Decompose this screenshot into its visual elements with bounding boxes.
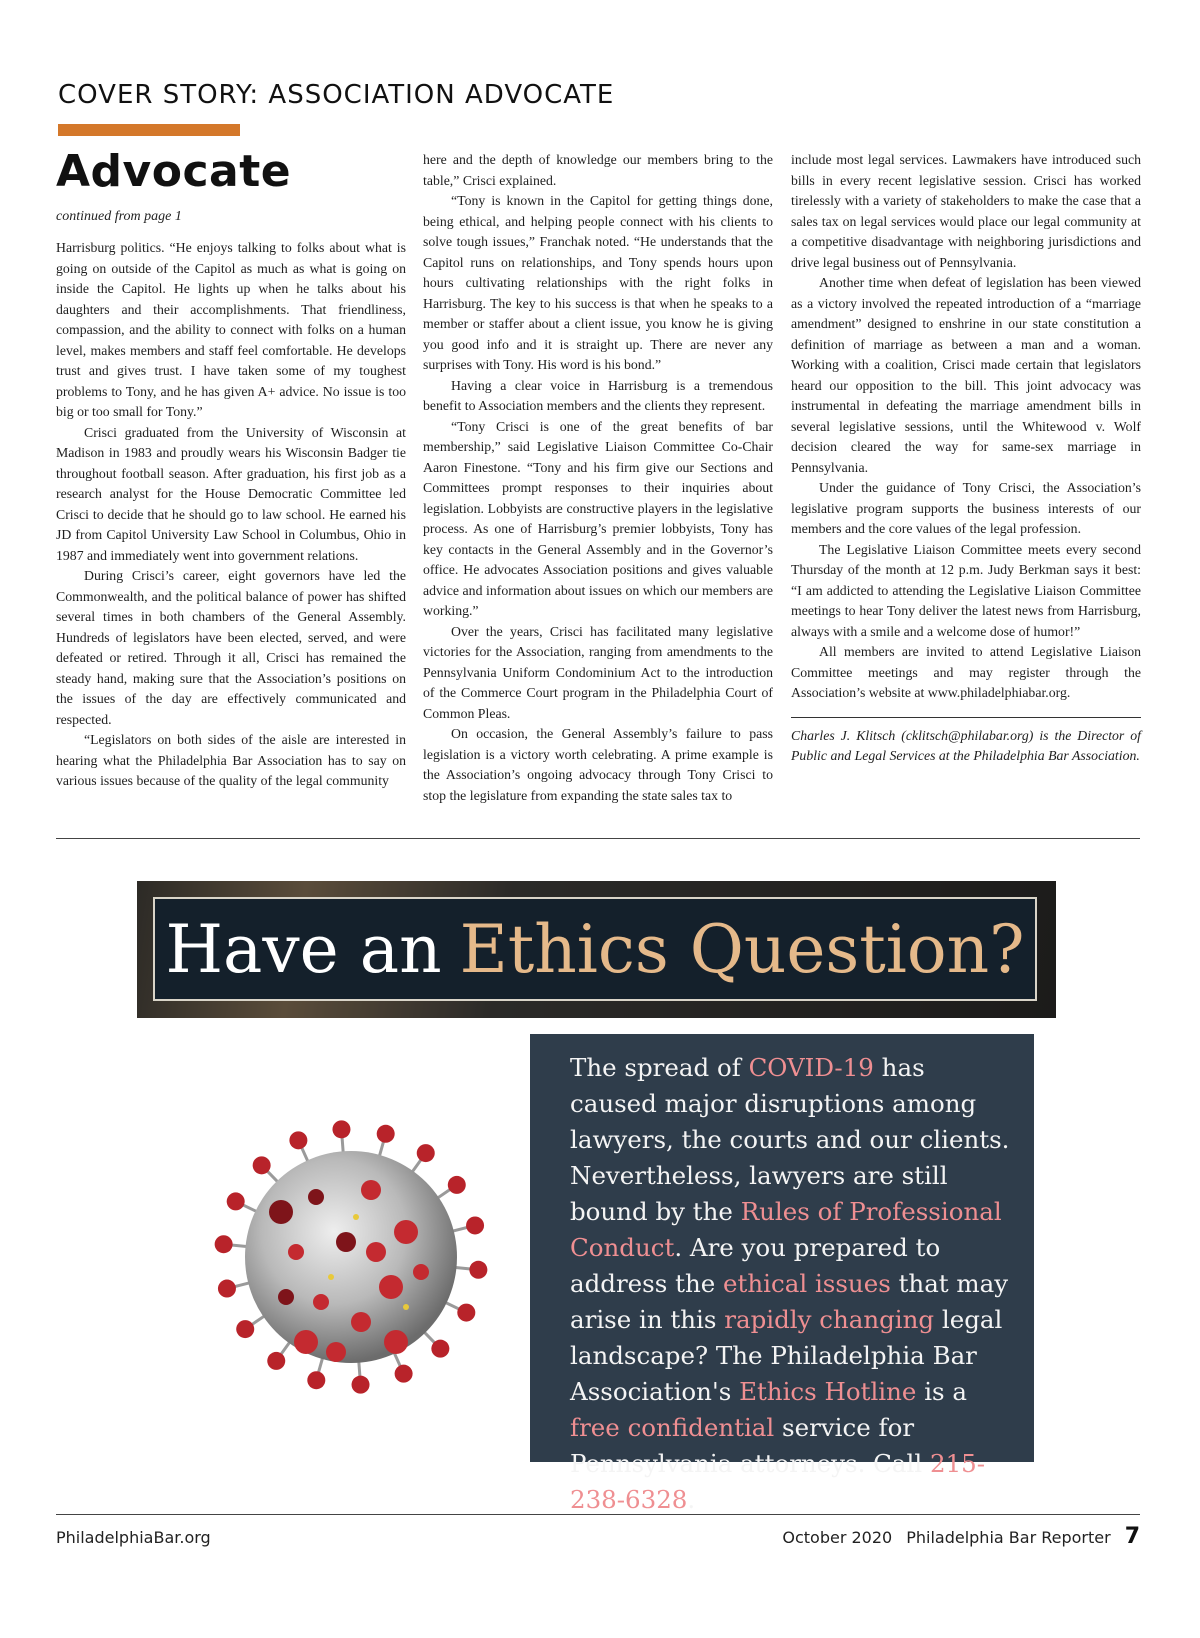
article-column-3	[791, 150, 1141, 767]
virus-surface-protein	[413, 1264, 429, 1280]
footer-issue-date: October 2020	[782, 1528, 893, 1547]
article-headline: Advocate	[56, 146, 292, 197]
virus-spike-tip	[352, 1376, 370, 1394]
virus-spike-tip	[466, 1216, 484, 1234]
paragraph: The Legislative Liaison Committee meets every second Thursday of the month at 12 p.m. Judy Berkman says it best: “I am addicted to attending the Legislative Liaison Committee meetings to hear Tony deliver the latest news from Harrisburg, always with a smile and a welcome dose of humor!”	[791, 541, 1141, 639]
virus-surface-dot	[403, 1304, 409, 1310]
section-label: COVER STORY: ASSOCIATION ADVOCATE	[58, 80, 615, 110]
virus-surface-protein	[278, 1289, 294, 1305]
virus-surface-protein	[384, 1330, 408, 1354]
paragraph: Harrisburg politics. “He enjoys talking to folks about what is going on outside of the Capitol as much as what is going on inside the Capitol. He lights up when he talks about his daughters and their accomplishments. That friendliness, compassion, and the ability to connect with folks on a human level, makes members and staff feel comfortable. He develops trust and gives trust. I have taken some of my toughest problems to Tony, and he has given A+ advice. No issue is too big or too small for Tony.”	[56, 240, 406, 419]
virus-surface-protein	[326, 1342, 346, 1362]
footer-publication: Philadelphia Bar Reporter	[906, 1528, 1111, 1547]
paragraph: include most legal services. Lawmakers have introduced such bills in every recent legislative session. Crisci has worked tirelessly with a variety of stakeholders to make the case that a sales tax on legal services would place our legal community at a competitive disadvantage with neighboring jurisdictions and drive legal business out of Pennsylvania.	[791, 152, 1141, 270]
paragraph: On occasion, the General Assembly’s failure to pass legislation is a victory worth celebrating. A prime example is the Association’s ongoing advocacy through Tony Crisci to stop the legislature from expanding the state sales tax to	[423, 726, 773, 803]
text-run: . Are you prepared to address the	[570, 1233, 941, 1298]
ethics-hotline-box	[530, 1034, 1034, 1514]
author-byline: Charles J. Klitsch (cklitsch@philabar.org) is the Director of Public and Legal Services at the Philadelphia Bar Association.	[791, 727, 1141, 763]
banner-title-white: Have an	[165, 910, 442, 988]
virus-surface-protein	[394, 1220, 418, 1244]
ethics-hotline-text	[570, 1050, 1016, 1518]
virus-surface-protein	[288, 1244, 304, 1260]
virus-surface-protein	[336, 1232, 356, 1252]
virus-spike-tip	[431, 1340, 449, 1358]
virus-surface-dot	[328, 1274, 334, 1280]
highlight-ethical-issues: ethical issues	[723, 1269, 891, 1298]
virus-spike-tip	[307, 1371, 325, 1389]
paragraph: During Crisci’s career, eight governors have led the Commonwealth, and the political balance of power has shifted several times in both chambers of the General Assembly. Hundreds of legislators have been elected, served, and were defeated or retired. Through it all, Crisci has remained the steady hand, making sure that the Association’s positions on the issues of the day are effectively communicated and respected.	[56, 568, 406, 727]
banner-title-gold: Ethics Question?	[459, 910, 1025, 988]
paragraph: Under the guidance of Tony Crisci, the Association’s legislative program supports the business interests of our members and the core values of the legal profession.	[791, 480, 1141, 536]
virus-surface-protein	[366, 1242, 386, 1262]
paragraph: “Tony is known in the Capitol for getting things done, being ethical, and helping people connect with his clients to solve tough issues,” Franchak noted. “He understands that the Capitol runs on relationships, and Tony spends hours upon hours cultivating relationships with the right folks in Harrisburg. The key to his success is that when he speaks to a member or staffer about a client issue, you know he is giving you good info and it is straight up. There are never any surprises with Tony. His word is his bond.”	[423, 193, 773, 372]
ethics-banner-title	[153, 897, 1037, 1001]
virus-surface-protein	[379, 1275, 403, 1299]
paragraph: here and the depth of knowledge our members bring to the table,” Crisci explained.	[423, 152, 773, 188]
virus-spike-tip	[218, 1280, 236, 1298]
accent-rule	[58, 124, 240, 136]
virus-surface-protein	[308, 1189, 324, 1205]
footer-issue-info	[782, 1524, 1140, 1549]
hotline-phone-number: 215-238-6328	[570, 1449, 986, 1514]
text-run: legal landscape? The Philadelphia Bar Association's	[570, 1305, 1003, 1406]
paragraph: All members are invited to attend Legislative Liaison Committee meetings and may register through the Association’s website at www.philadelphiabar.org.	[791, 644, 1141, 700]
paragraph: Crisci graduated from the University of Wisconsin at Madison in 1983 and proudly wears his Wisconsin Badger tie throughout football season. After graduation, his first job as a research analyst for the House Democratic Committee led Crisci to decide that he should go to law school. He earned his JD from Capitol University Law School in Columbus, Ohio in 1987 and immediately went into government relations.	[56, 424, 406, 563]
paragraph: “Tony Crisci is one of the great benefits of bar membership,” said Legislative Liaison Committee Co-Chair Aaron Finestone. “Tony and his firm give our Sections and Committees prompt responses to their inquiries about legislation. Lobbyists are constructive players in the legislative process. As one of Harrisburg’s premier lobbyists, Tony has key contacts in the General Assembly and in the Governor’s office. He advocates Association positions and gives valuable advice and information about issues on which our members are working.”	[423, 418, 773, 618]
text-run: is a	[916, 1377, 967, 1406]
section-divider	[56, 838, 1140, 839]
article-column-2	[423, 150, 773, 806]
paragraph: Having a clear voice in Harrisburg is a tremendous benefit to Association members and the clients they represent.	[423, 377, 773, 413]
virus-surface-protein	[294, 1330, 318, 1354]
virus-spike-tip	[417, 1144, 435, 1162]
virus-surface-protein	[313, 1294, 329, 1310]
ethics-banner	[137, 881, 1056, 1018]
highlight-free-confidential: free confidential	[570, 1413, 775, 1442]
virus-spike-tip	[395, 1365, 413, 1383]
virus-spike-tip	[227, 1192, 245, 1210]
highlight-rules: Rules of Professional Conduct	[570, 1197, 1002, 1262]
virus-spike-tip	[377, 1125, 395, 1143]
text-run: that may arise in this	[570, 1269, 1009, 1334]
footer-website: PhiladelphiaBar.org	[56, 1528, 211, 1547]
byline-divider	[791, 717, 1141, 767]
highlight-covid: COVID-19	[748, 1053, 874, 1082]
text-run: has caused major disruptions among lawyers, the courts and our clients. Nevertheless, lawyers are still bound by the	[570, 1053, 1010, 1226]
footer-divider	[56, 1514, 1140, 1515]
virus-spike-tip	[469, 1261, 487, 1279]
virus-surface-protein	[269, 1200, 293, 1224]
continued-note: continued from page 1	[56, 209, 182, 224]
virus-surface-dot	[353, 1214, 359, 1220]
virus-spike-tip	[267, 1352, 285, 1370]
highlight-rapidly-changing: rapidly changing	[724, 1305, 935, 1334]
virus-spike-tip	[448, 1176, 466, 1194]
highlight-ethics-hotline: Ethics Hotline	[739, 1377, 917, 1406]
paragraph: Another time when defeat of legislation has been viewed as a victory involved the repeated introduction of a “marriage amendment” designed to enshrine in our state constitution a definition of marriage as between a man and a woman. Working with a coalition, Crisci made certain that legislators heard our opposition to the bill. This joint advocacy was instrumental in defeating the marriage amendment bills in several legislative sessions, until the Whitewood v. Wolf decision cleared the way for same-sex marriage in Pennsylvania.	[791, 275, 1141, 475]
article-column-1	[56, 238, 406, 792]
paragraph: Over the years, Crisci has facilitated many legislative victories for the Association, ranging from amendments to the Pennsylvania Uniform Condominium Act to the introduction of the Commerce Court program in the Philadelphia Court of Common Pleas.	[423, 623, 773, 721]
virus-spike-tip	[332, 1120, 350, 1138]
virus-surface-protein	[361, 1180, 381, 1200]
text-run: The spread of	[570, 1053, 749, 1082]
virus-spike-tip	[457, 1304, 475, 1322]
text-run: service for Pennsylvania attorneys. Call	[570, 1413, 930, 1478]
paragraph: “Legislators on both sides of the aisle are interested in hearing what the Philadelphia Bar Association has to say on various issues because of the quality of the legal community	[56, 732, 406, 788]
virus-surface-protein	[351, 1312, 371, 1332]
virus-spike-tip	[236, 1320, 254, 1338]
page-number: 7	[1124, 1524, 1140, 1549]
coronavirus-illustration	[196, 1102, 506, 1412]
virus-spike-tip	[289, 1131, 307, 1149]
virus-spike-tip	[215, 1235, 233, 1253]
virus-spike-tip	[253, 1156, 271, 1174]
text-run: .	[687, 1485, 696, 1514]
